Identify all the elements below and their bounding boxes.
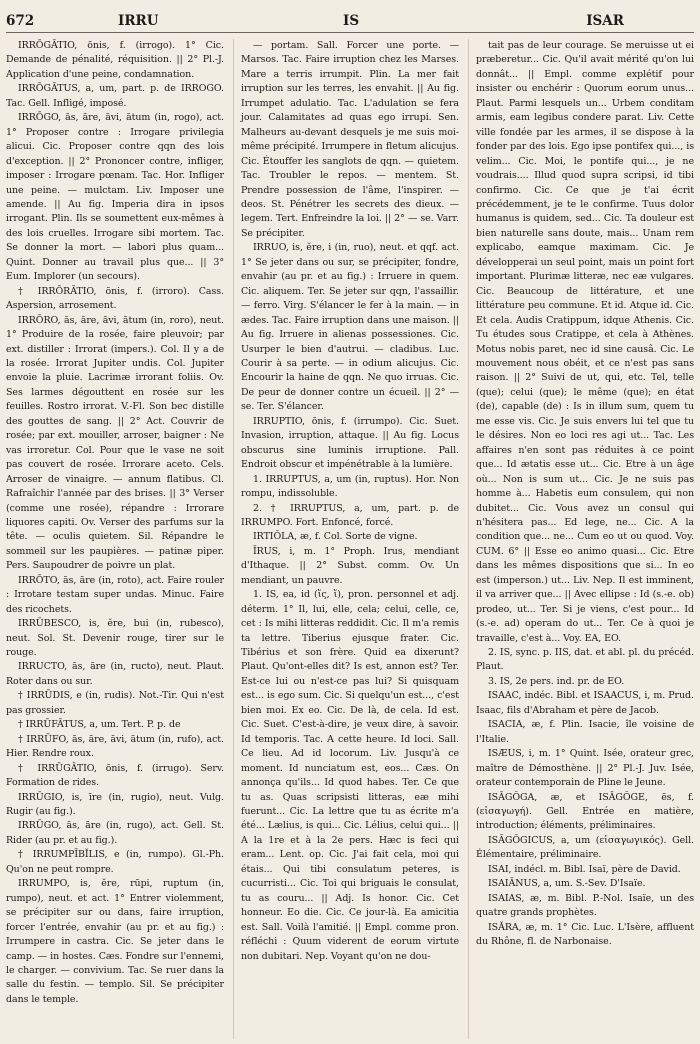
dictionary-entry: ĪRUS, i, m. 1° Proph. Irus, mendiant d'Ithaque. || 2° Subst. comm. Ov. Un mendiant, un pauvre. — [241, 545, 459, 586]
dictionary-entry: IRRŪBESCO, is, ĕre, bui (in, rubesco), neut. Sol. St. Devenir rouge, tirer sur le rouge. — [6, 618, 224, 659]
dictionary-entry: ISACIA, æ, f. Plin. Isacie, île voisine de l'Italie. — [476, 719, 694, 745]
dictionary-entry: † IRRŪFĀTUS, a, um. Tert. P. p. de — [18, 719, 181, 731]
dictionary-entry: IRRŌGĀTUS, a, um, part. p. de IRROGO. Tac. Gell. Infligé, imposé. — [6, 83, 224, 109]
column-right — [468, 39, 694, 1039]
running-head-right: ISAR — [586, 13, 624, 29]
dictionary-entry: ISAAC, indéc. Bibl. et ISAACUS, i, m. Prud. Isaac, fils d'Abraham et père de Jacob. — [476, 690, 694, 716]
dictionary-entry: IRRUMPO, is, ĕre, rūpi, ruptum (in, rumpo), neut. et act. 1° Entrer violemment, se précipiter sur ou dans, faire irruption, forcer l'entrée, envahir (au pr. et au fig.) : Irrumpere in castra. Cic. Se jeter dans le camp. — in hostes. Cæs. Fondre sur l'ennemi, le charger. — convivium. Tac. Se ruer dans la salle du festin. — templo. Sil. Se précipiter dans le temple. — [6, 878, 224, 1005]
dictionary-entry: IRRŌRO, ās, āre, āvi, ātum (in, roro), neut. 1° Produire de la rosée, faire pleuvoir; par ext. distiller : Irrorat (impers.). Col. Il y a de la rosée. Irrorat Jupiter undis. Col. Jupiter envoie la pluie. Lacrimæ irrorant foliis. Ov. Ses larmes dégouttent en rosée sur les feuilles. Rostro irrorat. V.-Fl. Son bec distille des gouttes de sang. || 2° Act. Couvrir de rosée; par ext. mouiller, arroser, baigner : Ne vas irroretur. Col. Pour que le vase ne soit pas couvert de rosée. Irrorare aceto. Cels. Arroser de vinaigre. — annum flatibus. Cl. Rafraîchir l'année par des brises. || 3° Verser (comme une rosée), répandre : Irrorare liquores capiti. Ov. Verser des parfums sur la tête. — oculis quietem. Sil. Répandre le sommeil sur les paupières. — patinæ piper. Pers. Saupoudrer de poivre un plat. — [6, 314, 224, 572]
dictionary-entry: IRRŌGĀTIO, ōnis, f. (irrogo). 1° Cic. Demande de pénalité, réquisition. || 2° Pl.-J. Application d'une peine, condamnation. — [6, 40, 224, 80]
running-head-left: IRRU — [118, 13, 159, 29]
dictionary-entry: † IRRŌRĀTIO, ōnis, f. (irroro). Cass. Aspersion, arrosement. — [6, 285, 224, 312]
dictionary-entry: 2. † IRRUPTUS, a, um, part. p. de IRRUMPO. Fort. Enfoncé, forcé. — [241, 502, 459, 528]
dictionary-entry: 3. IS, 2e pers. ind. pr. de EO. — [488, 675, 625, 687]
dictionary-entry: ISĀGŎGICUS, a, um (εἰσαγωγικός). Gell. Élémentaire, préliminaire. — [476, 834, 694, 861]
dictionary-entry: 2. IS, sync. p. IIS, dat. et abl. pl. du précéd. Plaut. — [476, 647, 694, 673]
page-number: 672 — [6, 13, 35, 29]
dictionary-entry: IRRŪGO, ās, āre (in, rugo), act. Gell. St. Rider (au pr. et au fig.). — [6, 820, 224, 846]
dictionary-entry: tait pas de leur courage. Se meruisse ut ei præberetur... Cic. Qu'il avait mérité qu'on lui donnât... || Empl. comme explétif pour insister ou enchérir : Quorum eorum unus... Plaut. Parmi lesquels un... Urbem conditam armis, eam legibus condere parat. Liv. Cette ville fondée par les armes, il se dispose à la fonder par des lois. Ego ipse pontifex qui..., is velim... Cic. Moi, le pontife qui..., je ne voudrais.... Illud quod supra scripsi, id tibi confirmo. Cic. Ce que je t'ai écrit précédemment, je te le confirme. Tuus dolor humanus is quidem, sed... Cic. Ta douleur est bien naturelle sans doute, mais... Unam rem explicabo, eamque maximam. Cic. Je développerai un seul point, mais un point fort important. Plurimæ litteræ, nec eæ vulgares. Cic. Beaucoup de littérature, et une littérature peu commune. Et id. Atque id. Cic. Et cela. Audis Cratippum, idque Athenis. Cic. Tu études sous Cratippe, et cela à Athènes. Motus nobis paret, nec id sine causâ. Cic. Le mouvement nous obéit, et ce n'est pas sans raison. || 2° Suivi de ut, qui, etc. Tel, telle (que); celui (que); le même (que); en état (de), capable (de) : Is in illum sum, quem tu me esse vis. Cic. Je suis envers lui tel que tu le désires. Non eo loci res agi ut... Tac. Les affaires n'en sont pas réduites à ce point que... Id ætatis esse ut... Cic. Etre à un âge où... Non is sum ut... Cic. Je ne suis pas homme à... Habetis eum consulem, qui non dubitet... Cic. Vous avez un consul qui n'hésitera pas... Ed lege, ne... Cic. A la condition que... ne... Cum eo ut ou quod. Voy. CUM. 6° || Esse eo animo quasi... Cic. Etre dans les mêmes dispositions que si... In eo est (imperson.) ut... Liv. Nep. Il est imminent, il va arriver que... || Avec ellipse : Id (s.-e. ob) prodeo, ut... Ter. Si je viens, c'est pour... Id (s.-e. ad) operam do ut... Ter. Ce à quoi je travaille, c'est à... Voy. EA, EO. — [476, 40, 694, 644]
dictionary-entry: † IRRŪFO, ās, āre, āvi, ātum (in, rufo), act. Hier. Rendre roux. — [6, 733, 224, 760]
text-columns — [6, 39, 694, 1039]
running-head-middle: IS — [343, 13, 360, 29]
dictionary-entry: IRRUCTO, ās, āre (in, ructo), neut. Plaut. Roter dans ou sur. — [6, 661, 224, 687]
dictionary-entry: IRTIŎLA, æ, f. Col. Sorte de vigne. — [253, 531, 418, 543]
dictionary-entry: IRRŌGO, ās, āre, āvi, ātum (in, rogo), act. 1° Proposer contre : Irrogare privilegia alicui. Cic. Proposer contre qqn des lois d'exception. || 2° Prononcer contre, infliger, imposer : Irrogare pœnam. Tac. Hor. Infliger une peine. — mulctam. Liv. Imposer une amende. || Au fig. Imperia dira in ipsos irrogant. Plin. Ils se soumettent eux-mêmes à des lois cruelles. Irrogare sibi mortem. Tac. Se donner la mort. — labori plus quam... Quint. Donner au travail plus que... || 3° Eum. Implorer (un secours). — [6, 112, 224, 283]
dictionary-entry: ISĀGŎGA, æ, et ISĀGŎGE, ēs, f. (εἰσαγωγή). Gell. Entrée en matière, introduction; éléments, préliminaires. — [476, 791, 694, 832]
dictionary-entry: IRRŌTO, ās, āre (in, roto), act. Faire rouler : Irrotare testam super undas. Minuc. Faire des ricochets. — [6, 574, 224, 615]
dictionary-entry: IRRUO, is, ĕre, i (in, ruo), neut. et qqf. act. 1° Se jeter dans ou sur, se précipiter, fondre, envahir (au pr. et au fig.) : Irruere in quem. Cic. aliquem. Ter. Se jeter sur qqn, l'assaillir. — ferro. Virg. S'élancer le fer à la main. — in ædes. Tac. Faire irruption dans une maison. || Au fig. Irruere in alienas possessiones. Cic. Usurper le bien d'autrui. — cladibus. Luc. Courir à sa perte. — in odium alicujus. Cic. Encourir la haine de qqn. Ne quo irruas. Cic. De peur de donner contre un écueil. || 2° — se. Ter. S'élancer. — [241, 242, 459, 413]
dictionary-entry: 1. IRRUPTUS, a, um (in, ruptus). Hor. Non rompu, indissoluble. — [241, 473, 459, 500]
dictionary-entry: ISĂRA, æ, m. 1° Cic. Luc. L'Isère, affluent du Rhône, fl. de Narbonaise. — [476, 921, 694, 948]
column-left — [6, 39, 224, 1039]
dictionary-entry: ISAIAS, æ, m. Bibl. P.-Nol. Isaïe, un des quatre grands prophètes. — [476, 892, 694, 919]
dictionary-entry: ISÆUS, i, m. 1° Quint. Isée, orateur grec, maître de Démosthène. || 2° Pl.-J. Juv. Isée, orateur contemporain de Pline le Jeune. — [476, 748, 694, 789]
dictionary-entry: † IRRŪDIS, e (in, rudis). Not.-Tir. Qui n'est pas grossier. — [6, 690, 224, 716]
dictionary-entry: — portam. Sall. Forcer une porte. — Marsos. Tac. Faire irruption chez les Marses. Mare a terris irrumpit. Plin. La mer fait irruption sur les terres, les envahit. || Au fig. Irrumpet adulatio. Tac. L'adulation se fera jour. Calamitates ad quas ego irrupi. Sen. Malheurs au-devant desquels je me suis moi-même précipité. Irrumpere in fletum alicujus. Cic. Étouffer les sanglots de qqn. — quietem. Tac. Troubler le repos. — mentem. St. Prendre possession de l'âme, l'inspirer. — deos. St. Pénétrer les secrets des dieux. — legem. Tert. Enfreindre la loi. || 2° — se. Varr. Se précipiter. — [241, 40, 459, 239]
page-header — [6, 10, 694, 33]
dictionary-entry: † IRRUMPĪBĬLIS, e (in, rumpo). Gl.-Ph. Qu'on ne peut rompre. — [6, 849, 224, 875]
dictionary-entry: IRRŪGIO, is, īre (in, rugio), neut. Vulg. Rugir (au fig.). — [6, 791, 224, 818]
dictionary-entry: † IRRŪGĀTIO, ōnis, f. (irrugo). Serv. Formation de rides. — [6, 762, 224, 789]
dictionary-entry: ISAIĀNUS, a, um. S.-Sev. D'Isaïe. — [488, 878, 646, 890]
dictionary-entry: ISAI, indécl. m. Bibl. Isaï, père de David. — [488, 863, 681, 875]
dictionary-entry: IRRUPTIO, ōnis, f. (irrumpo). Cic. Suet. Invasion, irruption, attaque. || Au fig. Locus obscurus sine luminis irruptione. Pall. Endroit obscur et impénétrable à la lumière. — [241, 415, 459, 471]
column-middle — [233, 39, 459, 1039]
dictionary-entry: 1. IS, ea, id (ἵς, ἵ), pron. personnel et adj. déterm. 1° Il, lui, elle, cela; celui, celle, ce, cet : Is mihi litteras reddidit. Cic. Il m'a remis ta lettre. Tiberius ejusque frater. Cic. Tibérius et son frère. Quid ea dixerunt? Plaut. Qu'ont-elles dit? Is est, annon est? Ter. Est-ce lui ou n'est-ce pas lui? Si quisquam est... is ego sum. Cic. Si quelqu'un est..., c'est bien moi. Ex eo. Cic. De là, de cela. Id est. Cic. Suet. C'est-à-dire, je veux dire, à savoir. Id temporis. Tac. A cette heure. Id loci. Sall. Ce lieu. Ad id locorum. Liv. Jusqu'à ce moment. Id nunciatum est, eos... Cæs. On annonça qu'ils... Id quod habes. Ter. Ce que tu as. Quas scripsisti litteras, eæ mihi fuerunt... Cic. La lettre que tu as écrite m'a été... Lælius, is qui... Cic. Lélius, celui qui... || A la 1re et à la 2e pers. Hæc is feci qui eram... Lent. op. Cic. J'ai fait cela, moi qui étais... Qui tibi consulatum peteres, is cucurristi... Cic. Toi qui briguais le consulat, tu as couru... || Adj. Is honor. Cic. Cet honneur. Eo die. Cic. Ce jour-là. Ea amicitia est. Sall. Voilà l'amitié. || Empl. comme pron. réfléchi : Quum viderent de eorum virtute non dubitari. Nep. Voyant qu'on ne dou- — [241, 589, 459, 962]
